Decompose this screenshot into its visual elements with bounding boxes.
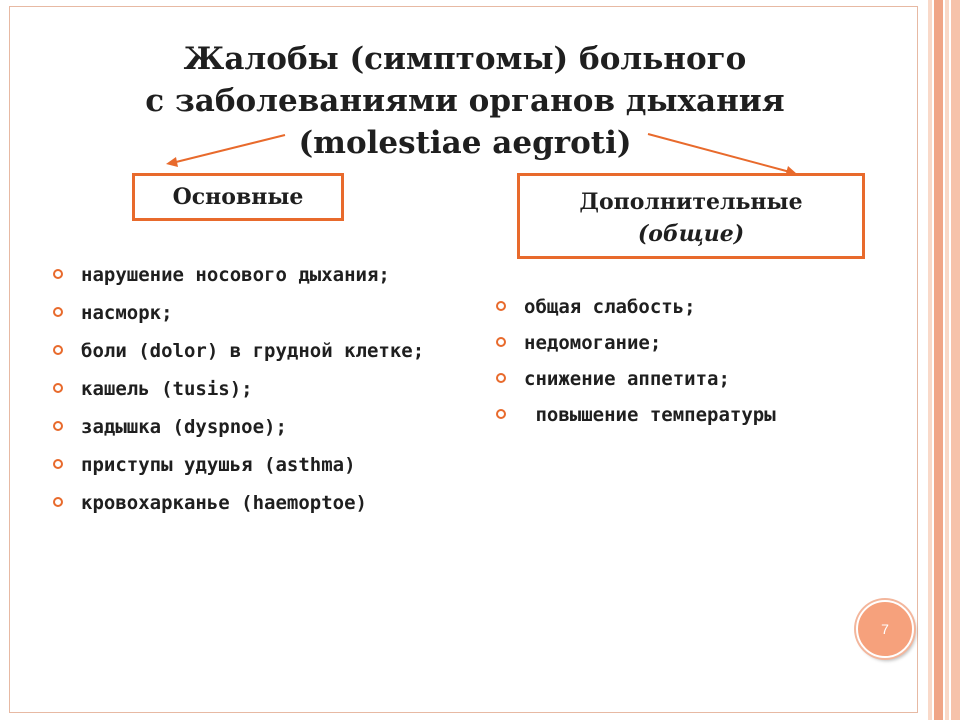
bullet-icon [53,421,63,431]
list-item-text: боли (dolor) в грудной клетке; [81,340,425,362]
additional-complaints-box [517,173,865,259]
list-item-text: повышение температуры [524,404,776,426]
bullet-icon [53,497,63,507]
list-item [493,364,913,394]
title-line-1: Жалобы (симптомы) больного [183,41,747,77]
additional-complaints-sublabel: (общие) [637,221,745,247]
bullet-icon [53,307,63,317]
list-item-text: нарушение носового дыхания; [81,264,390,286]
decorative-stripes [928,0,960,720]
list-item [493,328,913,358]
bullet-icon [53,345,63,355]
additional-complaints-label: Дополнительные [579,189,803,215]
bullet-icon [496,337,506,347]
list-item-text: приступы удушья (asthma) [81,454,356,476]
list-item [50,298,430,328]
title-line-3: (molestiae aegroti) [298,125,632,161]
list-item [50,336,430,366]
list-item [50,412,430,442]
slide-title [40,38,890,164]
bullet-icon [496,373,506,383]
bullet-icon [496,409,506,419]
bullet-icon [53,269,63,279]
main-complaints-box [132,173,344,221]
list-item-text: снижение аппетита; [524,368,730,390]
list-item [493,400,913,430]
bullet-icon [53,459,63,469]
bullet-icon [53,383,63,393]
list-item-text: кровохарканье (haemoptoe) [81,492,367,514]
list-item-text: кашель (tusis); [81,378,253,400]
list-item-text: насморк; [81,302,173,324]
main-complaints-label: Основные [172,184,304,210]
list-item-text: задышка (dyspnoe); [81,416,287,438]
list-item [493,292,913,322]
page-number: 7 [881,621,889,637]
list-item-text: общая слабость; [524,296,696,318]
additional-complaints-list [493,292,913,436]
list-item [50,488,430,518]
list-item [50,450,430,480]
list-item-text: недомогание; [524,332,662,354]
list-item [50,374,430,404]
page-number-badge [856,600,914,658]
bullet-icon [496,301,506,311]
list-item [50,260,430,290]
title-line-2: с заболеваниями органов дыхания [145,83,785,119]
main-complaints-list [50,260,430,526]
